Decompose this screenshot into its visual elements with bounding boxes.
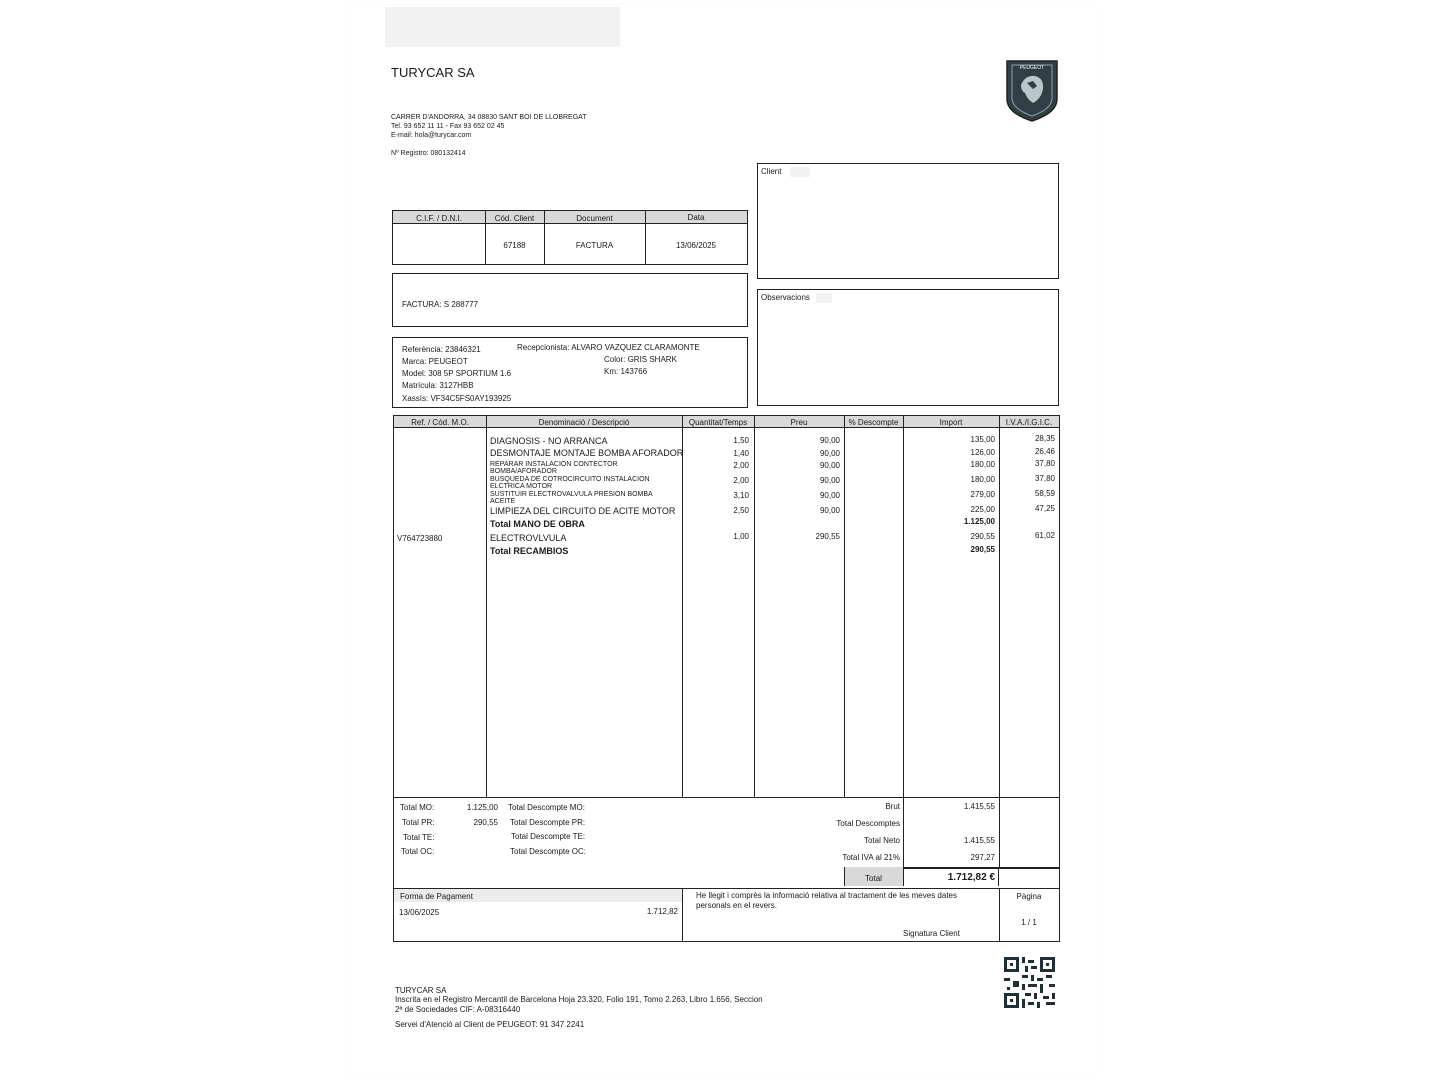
row-price: 90,00 (819, 449, 840, 458)
row-import: 180,00 (970, 475, 995, 484)
brut-value: 1.415,55 (963, 802, 995, 811)
header-data: Data (687, 213, 705, 222)
row-iva: 58,59 (1034, 489, 1055, 498)
row-qty: 3,10 (733, 491, 749, 500)
row-price: 90,00 (819, 436, 840, 445)
invoice-number-box (392, 273, 748, 327)
row-price: 90,00 (819, 491, 840, 500)
row-import: 290,55 (970, 532, 995, 541)
company-registry: Nº Registro: 080132414 (391, 150, 466, 157)
total-te-label: Total TE: (403, 833, 435, 842)
row-import: 180,00 (970, 460, 995, 469)
total-pr-value: 290,55 (473, 818, 498, 827)
row-price: 90,00 (819, 476, 840, 485)
row-price: 290,55 (815, 532, 840, 541)
vehicle-matricula: Matrícula: 3127HBB (402, 381, 474, 390)
invoice-number: FACTURA: S 288777 (402, 300, 479, 309)
peugeot-logo (1003, 59, 1061, 123)
total-desc-te: Total Descompte TE: (511, 832, 586, 841)
total-label: Total (865, 874, 882, 883)
total-mo-label: Total MO: (400, 803, 435, 812)
row-iva: 28,35 (1034, 434, 1055, 443)
col-desc: Denominació / Descripció (538, 418, 630, 427)
row-desc: DESMONTAJE MONTAJE BOMBA AFORADOR (490, 448, 684, 458)
row-desc: REPARAR INSTALACION CONTECTOR BOMBA/AFORADOR (490, 461, 618, 475)
footer-company: TURYCAR SA (395, 986, 447, 995)
row-desc: SUSTITUIR ELECTROVALVULA PRESION BOMBA ACEITE (490, 491, 653, 505)
total-value: 1.712,82 € (947, 872, 995, 883)
qr-code-icon (1004, 957, 1055, 1008)
row-import: 225,00 (970, 505, 995, 514)
company-address: CARRER D'ANDORRA, 34 08830 SANT BOI DE LLOBREGAT (391, 114, 587, 121)
observations-box (757, 289, 1059, 406)
row-import: 126,00 (970, 448, 995, 457)
footer-service: Servei d'Atenció al Client de PEUGEOT: 91 347 2241 (395, 1020, 585, 1029)
neto-value: 1.415,55 (963, 836, 995, 845)
vehicle-color: Color: GRIS SHARK (604, 355, 677, 364)
row-import: 135,00 (970, 435, 995, 444)
row-qty: 2,00 (733, 476, 749, 485)
row-price: 90,00 (819, 461, 840, 470)
col-price: Preu (790, 418, 808, 427)
col-iva: I.V.A./I.G.I.C. (1005, 418, 1053, 427)
observations-label: Observacions (761, 293, 810, 302)
row-import: 279,00 (970, 490, 995, 499)
logo-text: PEUGEOT (1019, 65, 1045, 71)
row-subtotal-import: 290,55 (970, 545, 995, 554)
payment-date: 13/06/2025 (399, 908, 440, 917)
total-desc-pr: Total Descompte PR: (510, 818, 586, 827)
iva-value: 297,27 (970, 853, 995, 862)
row-qty: 2,50 (733, 506, 749, 515)
vehicle-marca: Marca: PEUGEOT (402, 357, 468, 366)
brut-label: Brut (885, 802, 900, 811)
row-desc: LIMPIEZA DEL CIRCUITO DE ACITE MOTOR (490, 506, 676, 516)
col-qty: Quantitat/Temps (688, 418, 748, 427)
row-qty: 1,40 (733, 449, 749, 458)
company-phone: Tel. 93 652 11 11 - Fax 93 652 02 45 (391, 123, 505, 130)
vehicle-model: Model: 308 5P SPORTIUM 1.6 (402, 369, 512, 378)
page-value: 1 / 1 (1021, 918, 1037, 927)
row-iva: 37,80 (1034, 474, 1055, 483)
privacy-notice: He llegit i comprès la informació relativa al tractament de les meves dates personals en el revers. (696, 891, 957, 910)
client-box (757, 163, 1059, 279)
row-iva: 47,25 (1034, 504, 1055, 513)
lines-table (393, 415, 1060, 798)
row-desc: ELECTROVLVULA (490, 533, 567, 543)
row-price: 90,00 (819, 506, 840, 515)
vehicle-recepcionista: Recepcionista: ALVARO VAZQUEZ CLARAMONTE (517, 343, 700, 352)
col-discount: % Descompte (848, 418, 899, 427)
row-subtotal-import: 1.125,00 (963, 517, 995, 526)
vehicle-km: Km: 143766 (604, 367, 648, 376)
document-header-table (392, 210, 748, 265)
value-cod-client: 67188 (503, 241, 526, 250)
row-iva: 61,02 (1034, 531, 1055, 540)
total-oc-label: Total OC: (401, 847, 435, 856)
payment-label: Forma de Pagament (400, 892, 473, 901)
page-label: Pàgina (1016, 892, 1042, 901)
descomptes-label: Total Descomptes (836, 819, 900, 828)
footer-registry-1: Inscrita en el Registro Mercantil de Barcelona Hoja 23.320, Folio 191, Tomo 2.263, Libro 1.656, Seccion (395, 995, 763, 1004)
col-ref: Ref. / Cód. M.O. (411, 418, 469, 427)
footer-registry-2: 2ª de Sociedades CIF: A-08316440 (395, 1005, 521, 1014)
value-data: 13/06/2025 (675, 241, 717, 250)
payment-amount: 1.712,82 (646, 907, 678, 916)
row-iva: 37,80 (1034, 459, 1055, 468)
company-email: E-mail: hola@turycar.com (391, 132, 472, 139)
row-desc: DIAGNOSIS - NO ARRANCA (490, 436, 608, 446)
vehicle-info-box (392, 337, 748, 408)
signature-label: Signatura Client (903, 929, 960, 938)
total-desc-oc: Total Descompte OC: (510, 847, 587, 856)
iva-label: Total IVA al 21% (842, 853, 900, 862)
row-qty: 1,00 (733, 532, 749, 541)
row-ref: V764723880 (397, 534, 443, 543)
row-qty: 2,00 (733, 461, 749, 470)
col-import: Import (939, 418, 963, 427)
total-pr-label: Total PR: (402, 818, 435, 827)
total-mo-value: 1.125,00 (466, 803, 498, 812)
totals-box (393, 797, 1060, 889)
row-subtotal-label: Total MANO DE OBRA (490, 519, 585, 529)
row-iva: 26,46 (1034, 447, 1055, 456)
payment-box (393, 888, 1060, 942)
header-cif: C.I.F. / D.N.I. (416, 214, 462, 223)
company-name: TURYCAR SA (391, 65, 475, 80)
vehicle-referencia: Referència: 23846321 (402, 345, 481, 354)
value-document: FACTURA (575, 241, 614, 250)
neto-label: Total Neto (863, 836, 900, 845)
vehicle-xassis: Xassís: VF34C5FS0AY193925 (402, 394, 512, 403)
row-desc: BUSQUEDA DE COTROCIRCUITO INSTALACION ELCTRICA MOTOR (490, 476, 650, 490)
client-label: Client (761, 167, 782, 176)
row-qty: 1,50 (733, 436, 749, 445)
total-desc-mo: Total Descompte MO: (508, 803, 585, 812)
row-subtotal-label: Total RECAMBIOS (490, 546, 569, 556)
redacted-area (385, 7, 620, 47)
invoice-page (345, 5, 1097, 1073)
header-cod-client: Cód. Client (494, 214, 535, 223)
header-document: Document (576, 214, 613, 223)
